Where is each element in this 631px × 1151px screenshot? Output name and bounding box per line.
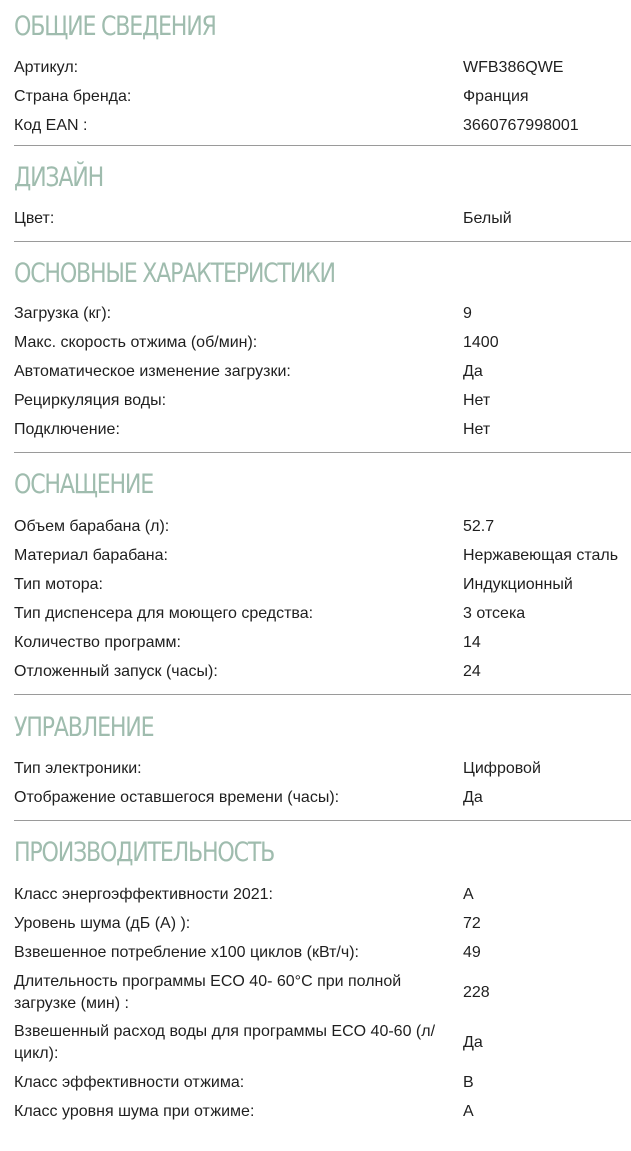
spec-row [14,303,631,325]
spec-label: Страна бренда: [14,88,132,105]
section-title: ПРОИЗВОДИТЕЛЬНОСТЬ [14,837,275,868]
spec-label: Отображение оставшегося времени (часы): [14,789,340,806]
spec-value: 52.7 [463,518,495,535]
spec-value: 3 отсека [463,605,526,622]
section-main-characteristics [14,242,631,453]
spec-value: 1400 [463,334,499,351]
spec-value: Индукционный [463,576,573,593]
spec-row [14,1101,631,1123]
spec-value: Франция [463,88,529,105]
spec-row [14,884,631,906]
section-general [14,0,631,146]
spec-label: Автоматическое изменение загрузки: [14,363,291,380]
spec-label: Рециркуляция воды: [14,392,167,409]
spec-value: 9 [463,305,472,322]
spec-row [14,787,631,809]
spec-label: Загрузка (кг): [14,305,112,322]
section-title: ОБЩИЕ СВЕДЕНИЯ [14,11,216,42]
spec-label: Объем барабана (л): [14,518,170,535]
spec-label: Класс эффективности отжима: [14,1074,245,1091]
spec-row [14,419,631,441]
spec-row [14,86,631,108]
section-title: ОСНАЩЕНИЕ [14,469,154,500]
section-performance [14,821,631,1123]
spec-value: Нет [463,392,491,409]
spec-row [14,661,631,683]
spec-value: 72 [463,915,481,932]
spec-label: Подключение: [14,421,120,438]
spec-row [14,545,631,567]
spec-value: 14 [463,634,481,651]
spec-sheet [14,0,631,1123]
spec-row [14,758,631,780]
spec-value: Да [463,363,483,380]
spec-label: Код EAN : [14,117,88,134]
section-design [14,146,631,242]
spec-label: Тип электроники: [14,760,142,777]
spec-value: 228 [463,984,490,1001]
spec-label: Длительность программы ECO 40- 60°C при полной загрузке (мин) : [14,973,402,1012]
spec-row [14,516,631,538]
spec-label: Артикул: [14,59,79,76]
section-title: ДИЗАЙН [14,162,104,193]
spec-label: Уровень шума (дБ (А) ): [14,915,191,932]
spec-row [14,115,631,137]
spec-value: 3660767998001 [463,117,579,134]
spec-row [14,332,631,354]
spec-row [14,1021,631,1065]
spec-label: Класс энергоэффективности 2021: [14,886,273,903]
spec-value: Цифровой [463,760,541,777]
spec-value: Нет [463,421,491,438]
spec-row [14,913,631,935]
spec-value: B [463,1074,474,1091]
section-title: УПРАВЛЕНИЕ [14,712,154,743]
section-equipment [14,453,631,695]
section-title: ОСНОВНЫЕ ХАРАКТЕРИСТИКИ [14,258,335,289]
spec-value: 49 [463,944,481,961]
spec-value: Да [463,1034,483,1051]
spec-label: Цвет: [14,210,55,227]
spec-value: WFB386QWE [463,59,564,76]
spec-value: A [463,1103,474,1120]
spec-label: Макс. скорость отжима (об/мин): [14,334,258,351]
spec-value: Нержавеющая сталь [463,547,619,564]
spec-row [14,971,631,1015]
spec-value: Да [463,789,483,806]
spec-value: 24 [463,663,481,680]
spec-row [14,361,631,383]
spec-row [14,1072,631,1094]
spec-row [14,632,631,654]
spec-label: Материал барабана: [14,547,168,564]
spec-row [14,942,631,964]
spec-label: Взвешенное потребление x100 циклов (кВт/ч): [14,944,359,961]
spec-row [14,208,631,230]
section-control [14,695,631,821]
spec-label: Взвешенный расход воды для программы ECO 40-60 (л/цикл): [14,1023,436,1062]
spec-label: Отложенный запуск (часы): [14,663,218,680]
spec-row [14,390,631,412]
spec-value: Белый [463,210,512,227]
spec-row [14,57,631,79]
spec-row [14,574,631,596]
spec-row [14,603,631,625]
spec-label: Количество программ: [14,634,181,651]
spec-label: Класс уровня шума при отжиме: [14,1103,255,1120]
spec-label: Тип диспенсера для моющего средства: [14,605,314,622]
spec-value: A [463,886,474,903]
spec-label: Тип мотора: [14,576,103,593]
